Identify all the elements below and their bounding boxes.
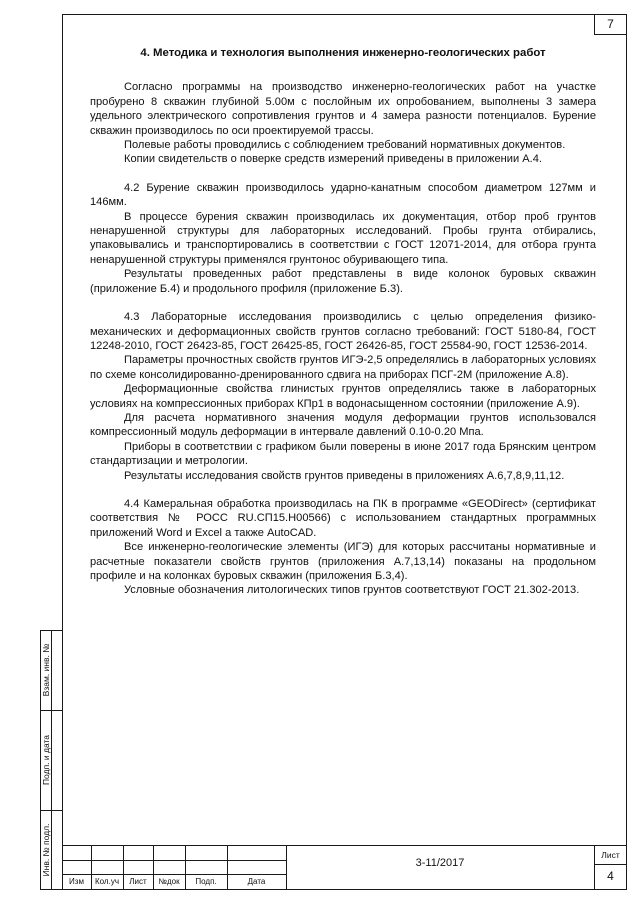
paragraph: Для расчета нормативного значения модуля деформации грунтов использовался компрессионный модуль деформации в интервале давлений 0.10-0.20 Мпа. <box>90 411 596 439</box>
frame-bottom <box>40 889 627 890</box>
side-stamp-sep1 <box>40 710 63 711</box>
frame-top <box>62 14 627 15</box>
sheet-label: Лист <box>601 850 620 860</box>
side-label-vzam-inv: Взам. инв. № <box>41 643 51 697</box>
paragraph: Все инженерно-геологические элементы (ИГЭ) для которых рассчитаны нормативные и расчетные показатели свойств грунтов (приложения А.7,13,14) показаны на продольном профиле и на колонках буровых скважин (приложения Б.3,4). <box>90 541 596 582</box>
side-label-inv-podl: Инв. № подл. <box>41 823 51 877</box>
frame-right <box>626 14 627 890</box>
stamp-row2 <box>62 874 286 875</box>
paragraph: 4.4 Камеральная обработка производилась на ПК в программе «GEODirect» (сертификат соответствия № РОСС RU.СП15.Н00566) с использованием стандартных программных приложений Word и Excel а также AutoCAD. <box>90 497 596 539</box>
stamp-col-label: Лист <box>129 877 147 886</box>
paragraph: 4.2 Бурение скважин производилось ударно-канатным способом диаметром 127мм и 146мм. <box>90 181 596 209</box>
paragraph: Результаты проведенных работ представлены в виде колонок буровых скважин (приложение Б.4) и продольного профиля (приложение Б.3). <box>90 268 596 295</box>
side-label-podp-data: Подп. и дата <box>41 734 51 786</box>
stamp-top <box>62 845 627 846</box>
section-heading: 4. Методика и технология выполнения инженерно-геологических работ <box>140 47 546 59</box>
frame-left <box>62 14 63 890</box>
corner-page-number: 7 <box>607 17 614 31</box>
stamp-col-label: Подп. <box>195 877 217 886</box>
document-body <box>90 46 596 598</box>
stamp-sheet-row <box>594 864 627 865</box>
stamp-col-label: Дата <box>247 877 266 886</box>
paragraph: Приборы в соответствии с графиком были поверены в июне 2017 года Брянским центром стандартизации и метрологии. <box>90 440 596 468</box>
paragraph: Параметры прочностных свойств грунтов ИГЭ-2,5 определялись в лабораторных условиях по схеме консолидированно-дренированного сдвига на приборах ПСГ-2М (приложение А.8). <box>90 354 596 381</box>
stamp-col-label: Кол.уч <box>95 877 119 886</box>
stamp-col-label: Изм <box>69 877 84 886</box>
paragraph: Согласно программы на производство инженерно-геологических работ на участке пробурено 8 скважин глубиной 5.00м с послойным их опробованием, выполнены 3 замера удельного электрического сопротивления грунтов и 4 замера разности потенциалов. Бурение скважин производилось по оси проектируемой трассы. <box>90 81 596 137</box>
paragraph: Условные обозначения литологических типов грунтов соответствуют ГОСТ 21.302-2013. <box>124 584 580 597</box>
paragraph: Деформационные свойства глинистых грунтов определялись также в лабораторных условиях на компрессионных приборах КПр1 в водонасыщенном состоянии (приложение А.9). <box>90 383 596 410</box>
stamp-col-label: №док <box>158 877 180 886</box>
paragraph: Полевые работы проводились с соблюдением требований нормативных документов. <box>124 139 566 152</box>
corner-box-bottom <box>594 34 627 35</box>
sheet-number: 4 <box>607 869 614 883</box>
paragraph: Результаты исследования свойств грунтов приведены в приложениях А.6,7,8,9,11,12. <box>124 469 565 482</box>
paragraph: В процессе бурения скважин производилась их документация, отбор проб грунтов ненарушенной структуры для лабораторных исследований. Пробы грунта отбирались, упаковывались и транспортировались в соответствии с ГОСТ 12071-2014, для отбора грунта ненарушенной структуры применялся грунтонос обуривающего типа. <box>90 210 596 266</box>
paragraph: Копии свидетельств о поверке средств измерений приведены в приложении А.4. <box>124 153 542 166</box>
stamp-row1 <box>62 860 286 861</box>
document-code: 3-11/2017 <box>415 857 465 869</box>
side-stamp-divider <box>51 630 52 890</box>
paragraph: 4.3 Лабораторные исследования производились с целью определения физико-механических и деформационных свойств грунтов согласно требований: ГОСТ 5180-84, ГОСТ 12248-2010, ГОСТ 26423-85, ГОСТ 26425-85, ГОСТ 26426-85, ГОСТ 25584-90, ГОСТ 12536-2014. <box>90 311 596 352</box>
